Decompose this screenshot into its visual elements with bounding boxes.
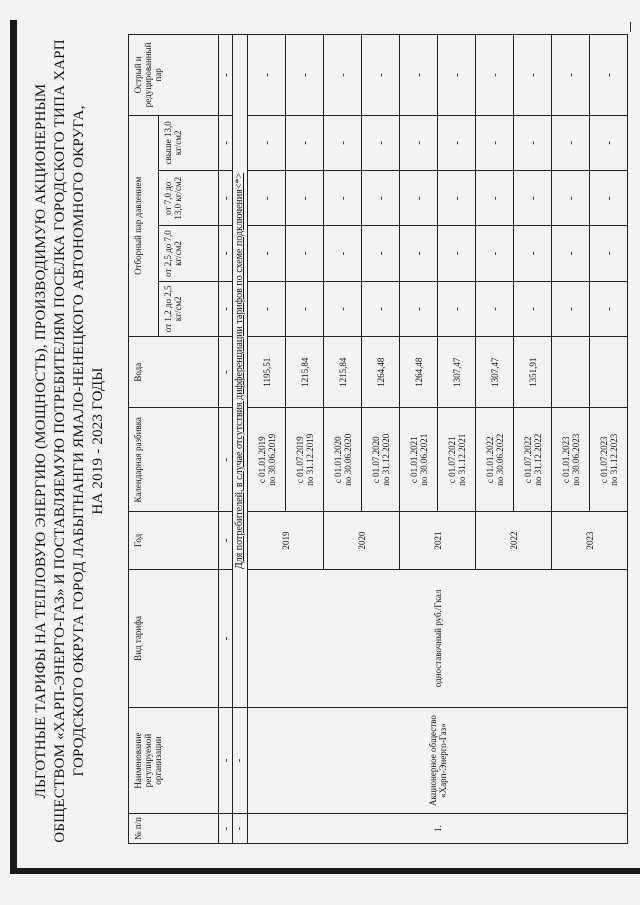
scan-mark [630, 22, 631, 32]
dash-row [219, 35, 233, 844]
year-cell: 2020 [324, 512, 400, 570]
dash-cell: - [438, 226, 476, 281]
period-cell [324, 408, 362, 512]
header-calendar: Календарная разбивка [129, 408, 219, 512]
water-value: 1264,48 [362, 337, 400, 408]
header-tariff-type: Вид тарифа [129, 569, 219, 707]
period-from: с 01.07.2022 [522, 436, 533, 484]
period-to: по 30.06.2021 [418, 433, 429, 486]
dash-cell: - [248, 281, 286, 336]
dash-cell: - [476, 281, 514, 336]
period-to: по 30.06.2023 [570, 433, 581, 486]
dash-cell: - [400, 115, 438, 170]
dash-cell: - [219, 408, 233, 512]
period-from: с 01.01.2019 [256, 436, 267, 484]
header-org: Наименование регулируемой организации [129, 708, 219, 814]
dash-cell: - [286, 171, 324, 226]
dash-cell: - [362, 281, 400, 336]
period-to: по 30.06.2019 [266, 433, 277, 486]
period-cell [286, 408, 324, 512]
period-cell [400, 408, 438, 512]
water-value: 1307,47 [476, 337, 514, 408]
title-line: ЛЬГОТНЫЕ ТАРИФЫ НА ТЕПЛОВУЮ ЭНЕРГИЮ (МОЩНОСТЬ), ПРОИЗВОДИМУЮ АКЦИОНЕРНЫМ [33, 83, 49, 799]
water-value: 1215,84 [286, 337, 324, 408]
dash-cell: - [438, 35, 476, 116]
dash-cell: - [324, 226, 362, 281]
period-from: с 01.07.2021 [446, 436, 457, 484]
period-cell [476, 408, 514, 512]
header-pressure-3: от 7,0 до 13,0 кг/см2 [159, 171, 219, 226]
dash-cell: - [476, 171, 514, 226]
dash-cell: - [219, 35, 233, 116]
period-cell [514, 408, 552, 512]
dash-cell: - [286, 115, 324, 170]
dash-cell: - [219, 115, 233, 170]
document-title [32, 26, 108, 856]
dash-cell: - [219, 814, 233, 844]
dash-cell: - [286, 281, 324, 336]
period-cell [438, 408, 476, 512]
dash-cell: - [233, 814, 248, 844]
dash-cell: - [552, 226, 590, 281]
scan-left-edge [10, 20, 17, 872]
period-cell [552, 408, 590, 512]
year-cell: 2023 [552, 512, 628, 570]
water-value [552, 337, 590, 408]
period-to: по 30.06.2022 [494, 433, 505, 486]
dash-cell: - [362, 35, 400, 116]
period-to: по 31.12.2023 [608, 433, 619, 486]
dash-cell: - [552, 171, 590, 226]
dash-cell: - [590, 35, 628, 116]
year-cell: 2022 [476, 512, 552, 570]
period-cell [248, 408, 286, 512]
water-value: 1215,84 [324, 337, 362, 408]
period-to: по 30.06.2020 [342, 433, 353, 486]
dash-cell: - [400, 171, 438, 226]
period-to: по 31.12.2022 [532, 433, 543, 486]
dash-cell: - [590, 171, 628, 226]
scan-bottom-edge [10, 868, 640, 874]
water-value: 1307,47 [438, 337, 476, 408]
dash-cell: - [219, 337, 233, 408]
period-to: по 31.12.2019 [304, 433, 315, 486]
dash-cell: - [476, 226, 514, 281]
water-value: 1264,48 [400, 337, 438, 408]
dash-cell: - [248, 171, 286, 226]
period-from: с 01.01.2022 [484, 436, 495, 484]
dash-cell: - [552, 281, 590, 336]
dash-cell: - [476, 35, 514, 116]
dash-cell: - [514, 281, 552, 336]
dash-cell: - [362, 115, 400, 170]
period-from: с 01.01.2023 [560, 436, 571, 484]
header-year: Год [129, 512, 219, 570]
water-value: 1195,51 [248, 337, 286, 408]
period-to: по 31.12.2020 [380, 433, 391, 486]
dash-cell: - [400, 35, 438, 116]
organization-name: Акционерное общество «Харп-Энерго-Газ» [248, 708, 628, 814]
dash-cell: - [286, 35, 324, 116]
title-line: ГОРОДСКОГО ОКРУГА ГОРОД ЛАБЫТНАНГИ ЯМАЛО-НЕНЕЦКОГО АВТОНОМНОГО ОКРУГА, [71, 105, 87, 777]
dash-cell: - [590, 115, 628, 170]
rotated-page [20, 26, 620, 856]
dash-cell: - [219, 512, 233, 570]
dash-cell: - [514, 171, 552, 226]
dash-cell: - [286, 226, 324, 281]
dash-cell: - [400, 281, 438, 336]
tariff-table [128, 34, 628, 844]
period-from: с 01.01.2021 [408, 436, 419, 484]
dash-cell: - [590, 281, 628, 336]
period-from: с 01.01.2020 [332, 436, 343, 484]
period-cell [362, 408, 400, 512]
dash-cell: - [324, 281, 362, 336]
header-num: № п/п [129, 814, 219, 844]
dash-cell: - [400, 226, 438, 281]
dash-cell: - [590, 226, 628, 281]
water-value: 1351,91 [514, 337, 552, 408]
dash-cell: - [233, 708, 248, 814]
dash-cell: - [476, 115, 514, 170]
dash-cell: - [219, 708, 233, 814]
period-cell [590, 408, 628, 512]
row-number: 1. [248, 814, 628, 844]
period-to: по 31.12.2021 [456, 433, 467, 486]
title-line: НА 2019 - 2023 ГОДЫ [90, 367, 106, 515]
header-pressure-4: свыше 13,0 кг/см2 [159, 115, 219, 170]
header-pressure-1: от 1,2 до 2,5 кг/см2 [159, 281, 219, 336]
dash-cell: - [438, 115, 476, 170]
header-steam: Отборный пар давлением [129, 115, 159, 336]
dash-cell: - [219, 569, 233, 707]
dash-cell: - [248, 115, 286, 170]
dash-cell: - [514, 115, 552, 170]
period-from: с 01.07.2019 [294, 436, 305, 484]
period-from: с 01.07.2020 [370, 436, 381, 484]
dash-cell: - [324, 171, 362, 226]
dash-cell: - [362, 226, 400, 281]
water-value [590, 337, 628, 408]
dash-cell: - [219, 226, 233, 281]
dash-cell: - [552, 115, 590, 170]
dash-cell: - [219, 281, 233, 336]
title-line: ОБЩЕСТВОМ «ХАРП-ЭНЕРГО-ГАЗ» И ПОСТАВЛЯЕМУЮ ПОТРЕБИТЕЛЯМ ПОСЕЛКА ГОРОДСКОГО ТИПА ХАРП [52, 39, 68, 843]
dash-cell: - [362, 171, 400, 226]
dash-cell: - [324, 35, 362, 116]
dash-cell: - [514, 226, 552, 281]
dash-cell: - [552, 35, 590, 116]
tariff-type: одноставочный руб./Гкал [248, 569, 628, 707]
dash-cell: - [324, 115, 362, 170]
dash-cell: - [438, 171, 476, 226]
dash-cell: - [438, 281, 476, 336]
header-sharp-steam: Острый и редуцированный пар [129, 35, 219, 116]
year-cell: 2021 [400, 512, 476, 570]
period-from: с 01.07.2023 [598, 436, 609, 484]
header-pressure-2: от 2,5 до 7,0 кг/см2 [159, 226, 219, 281]
year-cell: 2019 [248, 512, 324, 570]
header-water: Вода [129, 337, 219, 408]
note-row-text: Для потребителей, в случае отсутствия дифференциации тарифов по схеме подключения<*> [233, 35, 248, 708]
dash-cell: - [248, 35, 286, 116]
dash-cell: - [514, 35, 552, 116]
dash-cell: - [219, 171, 233, 226]
dash-cell: - [248, 226, 286, 281]
